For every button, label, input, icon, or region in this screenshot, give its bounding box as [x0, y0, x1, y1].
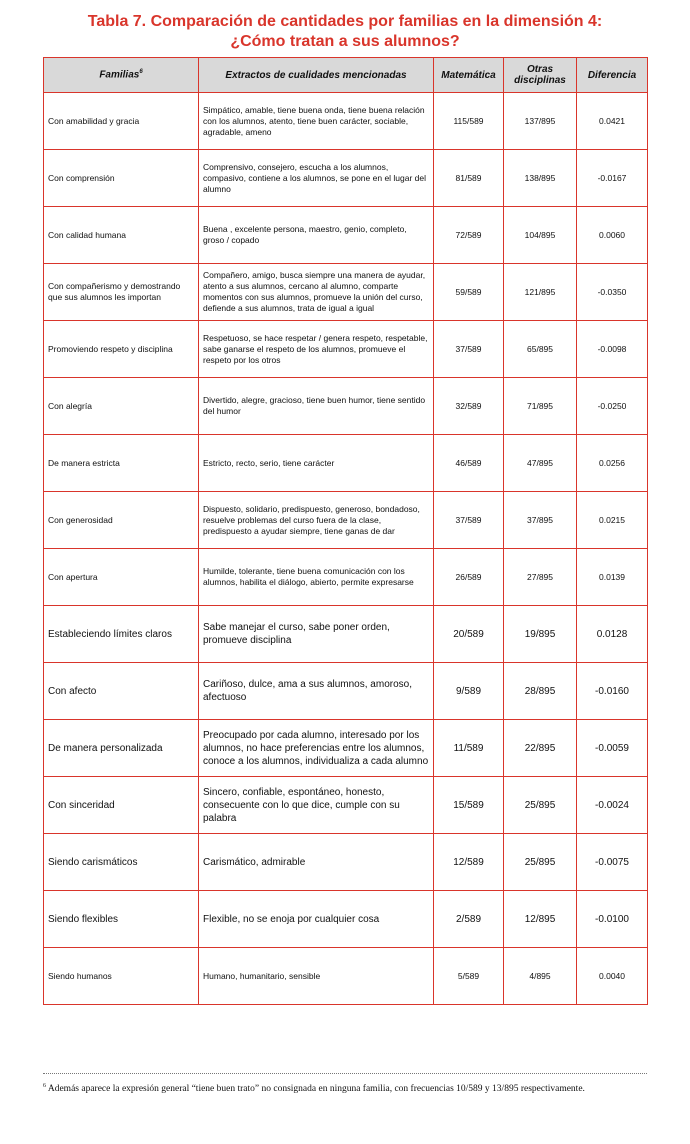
table-title-line-2: ¿Cómo tratan a sus alumnos?: [230, 33, 460, 50]
matematica-cell: 20/589: [434, 606, 504, 663]
matematica-cell: 37/589: [434, 321, 504, 378]
matematica-cell: 32/589: [434, 378, 504, 435]
table-row: [44, 891, 648, 948]
header-otras-disciplinas: Otras disciplinas: [504, 58, 577, 93]
header-extractos: Extractos de cualidades mencionadas: [199, 58, 434, 93]
otras-disciplinas-cell: 12/895: [504, 891, 577, 948]
extractos-cell: Compañero, amigo, busca siempre una manera de ayudar, atento a sus alumnos, cercano al alumno, comparte momentos con sus alumnos, promueve la unión del curso, defiende a sus alumnos, trata de igual a igual: [199, 264, 434, 321]
otras-disciplinas-cell: 19/895: [504, 606, 577, 663]
familia-cell: Siendo flexibles: [44, 891, 199, 948]
header-diferencia: Diferencia: [577, 58, 648, 93]
diferencia-cell: -0.0160: [577, 663, 648, 720]
matematica-cell: 26/589: [434, 549, 504, 606]
otras-disciplinas-cell: 37/895: [504, 492, 577, 549]
otras-disciplinas-cell: 4/895: [504, 948, 577, 1005]
familia-cell: Siendo carismáticos: [44, 834, 199, 891]
otras-disciplinas-cell: 137/895: [504, 93, 577, 150]
matematica-cell: 37/589: [434, 492, 504, 549]
header-familias: [44, 58, 199, 93]
otras-disciplinas-cell: 65/895: [504, 321, 577, 378]
extractos-cell: Simpático, amable, tiene buena onda, tiene buena relación con los alumnos, atento, tiene buen carácter, sociable, agradable, ameno: [199, 93, 434, 150]
otras-disciplinas-cell: 121/895: [504, 264, 577, 321]
diferencia-cell: -0.0098: [577, 321, 648, 378]
matematica-cell: 2/589: [434, 891, 504, 948]
diferencia-cell: 0.0128: [577, 606, 648, 663]
matematica-cell: 81/589: [434, 150, 504, 207]
table-row: [44, 777, 648, 834]
extractos-cell: Comprensivo, consejero, escucha a los alumnos, compasivo, contiene a los alumnos, se pone en el lugar del alumno: [199, 150, 434, 207]
extractos-cell: Humilde, tolerante, tiene buena comunicación con los alumnos, habilita el diálogo, abierto, permite expresarse: [199, 549, 434, 606]
extractos-cell: Carismático, admirable: [199, 834, 434, 891]
diferencia-cell: -0.0059: [577, 720, 648, 777]
table-row: [44, 264, 648, 321]
table-row: [44, 378, 648, 435]
header-matematica: Matemática: [434, 58, 504, 93]
table-row: [44, 663, 648, 720]
otras-disciplinas-cell: 104/895: [504, 207, 577, 264]
extractos-cell: Divertido, alegre, gracioso, tiene buen humor, tiene sentido del humor: [199, 378, 434, 435]
footnote-text: Además aparece la expresión general “tiene buen trato” no consignada en ninguna familia, con frecuencias 10/589 y 13/895 respectivamente.: [46, 1084, 585, 1095]
matematica-cell: 46/589: [434, 435, 504, 492]
header-familias-label: Familias: [99, 69, 140, 81]
comparison-table: [43, 57, 648, 1005]
matematica-cell: 59/589: [434, 264, 504, 321]
table-row: [44, 834, 648, 891]
table-row: [44, 150, 648, 207]
diferencia-cell: -0.0024: [577, 777, 648, 834]
diferencia-cell: -0.0100: [577, 891, 648, 948]
familia-cell: Promoviendo respeto y disciplina: [44, 321, 199, 378]
otras-disciplinas-cell: 47/895: [504, 435, 577, 492]
familia-cell: De manera personalizada: [44, 720, 199, 777]
table-title-line-1: Tabla 7. Comparación de cantidades por familias en la dimensión 4:: [87, 13, 603, 30]
familia-cell: Estableciendo límites claros: [44, 606, 199, 663]
table-row: [44, 207, 648, 264]
diferencia-cell: 0.0256: [577, 435, 648, 492]
matematica-cell: 5/589: [434, 948, 504, 1005]
extractos-cell: Cariñoso, dulce, ama a sus alumnos, amoroso, afectuoso: [199, 663, 434, 720]
familia-cell: De manera estricta: [44, 435, 199, 492]
header-row: [44, 58, 648, 93]
footnote: [43, 1080, 647, 1095]
table-row: [44, 606, 648, 663]
familia-cell: Con alegría: [44, 378, 199, 435]
table-row: [44, 549, 648, 606]
otras-disciplinas-cell: 25/895: [504, 834, 577, 891]
familia-cell: Con calidad humana: [44, 207, 199, 264]
diferencia-cell: 0.0040: [577, 948, 648, 1005]
extractos-cell: Sabe manejar el curso, sabe poner orden, promueve disciplina: [199, 606, 434, 663]
diferencia-cell: 0.0215: [577, 492, 648, 549]
footnote-marker: 6: [43, 1083, 46, 1089]
familia-cell: Con apertura: [44, 549, 199, 606]
matematica-cell: 11/589: [434, 720, 504, 777]
diferencia-cell: 0.0060: [577, 207, 648, 264]
table-row: [44, 435, 648, 492]
table-header: [44, 58, 648, 93]
familia-cell: Con amabilidad y gracia: [44, 93, 199, 150]
diferencia-cell: 0.0139: [577, 549, 648, 606]
familia-cell: Con afecto: [44, 663, 199, 720]
table-row: [44, 948, 648, 1005]
familia-cell: Con generosidad: [44, 492, 199, 549]
otras-disciplinas-cell: 138/895: [504, 150, 577, 207]
diferencia-cell: -0.0167: [577, 150, 648, 207]
otras-disciplinas-cell: 22/895: [504, 720, 577, 777]
familia-cell: Siendo humanos: [44, 948, 199, 1005]
table-row: [44, 492, 648, 549]
familia-cell: Con sinceridad: [44, 777, 199, 834]
table-row: [44, 93, 648, 150]
diferencia-cell: -0.0075: [577, 834, 648, 891]
matematica-cell: 115/589: [434, 93, 504, 150]
otras-disciplinas-cell: 25/895: [504, 777, 577, 834]
table-row: [44, 720, 648, 777]
table-row: [44, 321, 648, 378]
extractos-cell: Respetuoso, se hace respetar / genera respeto, respetable, sabe ganarse el respeto de los alumnos, promueve el respeto por los otros: [199, 321, 434, 378]
extractos-cell: Preocupado por cada alumno, interesado por los alumnos, no hace preferencias entre los alumnos, conoce a los alumnos, individualiza a cada alumno: [199, 720, 434, 777]
extractos-cell: Flexible, no se enoja por cualquier cosa: [199, 891, 434, 948]
matematica-cell: 12/589: [434, 834, 504, 891]
otras-disciplinas-cell: 27/895: [504, 549, 577, 606]
footnote-ref: 6: [139, 69, 143, 76]
familia-cell: Con compañerismo y demostrando que sus alumnos les importan: [44, 264, 199, 321]
extractos-cell: Humano, humanitario, sensible: [199, 948, 434, 1005]
extractos-cell: Sincero, confiable, espontáneo, honesto, consecuente con lo que dice, cumple con su palabra: [199, 777, 434, 834]
extractos-cell: Dispuesto, solidario, predispuesto, generoso, bondadoso, resuelve problemas del curso fuera de la clase, predispuesto a ayudar siempre, tiene ganas de dar: [199, 492, 434, 549]
diferencia-cell: 0.0421: [577, 93, 648, 150]
diferencia-cell: -0.0350: [577, 264, 648, 321]
extractos-cell: Estricto, recto, serio, tiene carácter: [199, 435, 434, 492]
extractos-cell: Buena , excelente persona, maestro, genio, completo, groso / copado: [199, 207, 434, 264]
matematica-cell: 9/589: [434, 663, 504, 720]
otras-disciplinas-cell: 71/895: [504, 378, 577, 435]
footnote-divider: [43, 1073, 647, 1074]
matematica-cell: 15/589: [434, 777, 504, 834]
matematica-cell: 72/589: [434, 207, 504, 264]
otras-disciplinas-cell: 28/895: [504, 663, 577, 720]
familia-cell: Con comprensión: [44, 150, 199, 207]
diferencia-cell: -0.0250: [577, 378, 648, 435]
table-title: [0, 12, 690, 52]
table-body: [44, 93, 648, 1005]
